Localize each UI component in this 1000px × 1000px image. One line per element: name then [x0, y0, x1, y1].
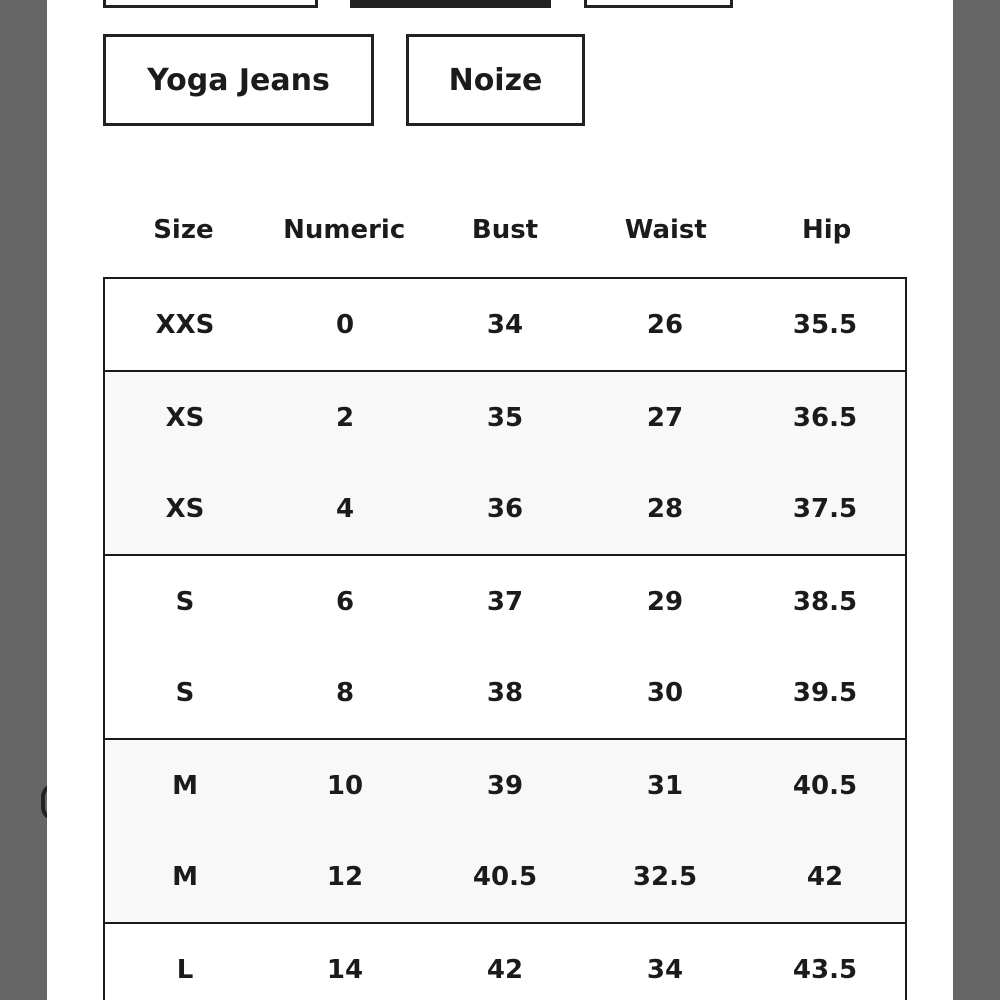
cell-waist: 27 [646, 402, 684, 433]
size-table-header [103, 200, 907, 260]
size-group-xs [105, 372, 905, 556]
brand-tab-partial-active[interactable] [350, 0, 551, 8]
header-size: Size [153, 215, 214, 245]
table-row [105, 831, 905, 922]
cell-bust: 42 [486, 954, 524, 985]
cell-waist: 32.5 [632, 861, 698, 892]
table-row [105, 740, 905, 831]
cell-numeric: 0 [335, 309, 355, 340]
cell-size: XXS [155, 309, 215, 340]
cell-size: M [172, 770, 198, 801]
brand-tab-yoga-jeans[interactable]: Yoga Jeans [103, 34, 374, 126]
cell-hip: 37.5 [792, 493, 858, 524]
cell-waist: 26 [646, 309, 684, 340]
cell-size: M [172, 861, 198, 892]
cell-size: L [176, 954, 194, 985]
cell-bust: 37 [486, 586, 524, 617]
size-group-m [105, 740, 905, 924]
brand-tab-partial-3[interactable] [584, 0, 733, 8]
size-group-s [105, 556, 905, 740]
size-chart-panel [47, 0, 953, 1000]
cell-size: XS [165, 402, 205, 433]
cell-numeric: 12 [326, 861, 364, 892]
cell-hip: 36.5 [792, 402, 858, 433]
table-row [105, 279, 905, 370]
header-waist: Waist [624, 215, 707, 245]
cell-bust: 35 [486, 402, 524, 433]
header-numeric: Numeric [283, 215, 406, 245]
cell-waist: 29 [646, 586, 684, 617]
cell-hip: 35.5 [792, 309, 858, 340]
cell-numeric: 14 [326, 954, 364, 985]
cell-hip: 42 [806, 861, 844, 892]
header-bust: Bust [471, 215, 539, 245]
brand-tab-noize[interactable]: Noize [406, 34, 585, 126]
cell-numeric: 6 [335, 586, 355, 617]
table-row [105, 372, 905, 463]
cell-hip: 38.5 [792, 586, 858, 617]
cell-size: S [175, 586, 195, 617]
cell-numeric: 4 [335, 493, 355, 524]
cell-waist: 28 [646, 493, 684, 524]
cell-numeric: 8 [335, 677, 355, 708]
table-row [105, 463, 905, 554]
table-row [105, 924, 905, 1000]
cell-size: S [175, 677, 195, 708]
cell-hip: 43.5 [792, 954, 858, 985]
cell-waist: 34 [646, 954, 684, 985]
size-group-l [105, 924, 905, 1000]
cell-size: XS [165, 493, 205, 524]
size-group-xxs [105, 279, 905, 372]
size-table-body [103, 277, 907, 1000]
header-hip: Hip [801, 215, 852, 245]
cell-numeric: 10 [326, 770, 364, 801]
cell-bust: 40.5 [472, 861, 538, 892]
cell-bust: 36 [486, 493, 524, 524]
cell-numeric: 2 [335, 402, 355, 433]
brand-tab-partial-1[interactable] [103, 0, 318, 8]
cell-bust: 34 [486, 309, 524, 340]
table-row [105, 647, 905, 738]
cell-bust: 39 [486, 770, 524, 801]
table-row [105, 556, 905, 647]
cell-bust: 38 [486, 677, 524, 708]
cell-waist: 31 [646, 770, 684, 801]
cell-waist: 30 [646, 677, 684, 708]
cell-hip: 39.5 [792, 677, 858, 708]
cell-hip: 40.5 [792, 770, 858, 801]
